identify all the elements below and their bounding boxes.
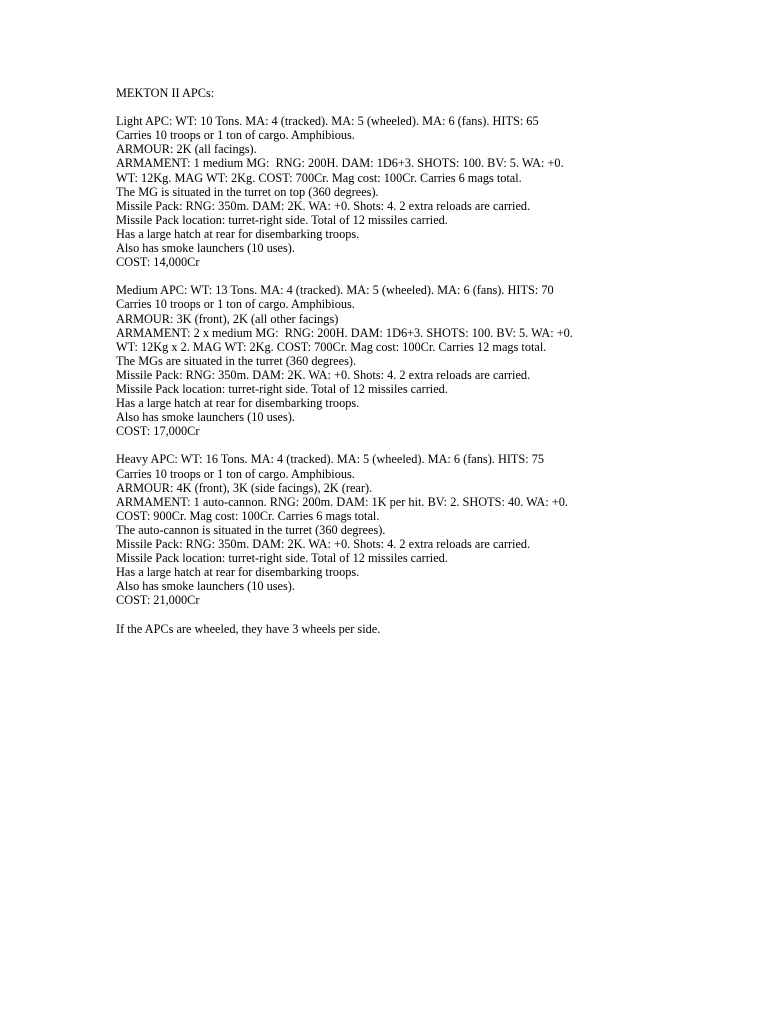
paragraph-gap [116,438,736,452]
heavy-apc-line-5: COST: 900Cr. Mag cost: 100Cr. Carries 6 mags total. [116,508,380,523]
light-apc-line-2: Carries 10 troops or 1 ton of cargo. Amphibious. [116,128,355,143]
medium-apc-line-1: Medium APC: WT: 13 Tons. MA: 4 (tracked). MA: 5 (wheeled). MA: 6 (fans). HITS: 70 [116,283,554,298]
heavy-apc-line-4: ARMAMENT: 1 auto-cannon. RNG: 200m. DAM: 1K per hit. BV: 2. SHOTS: 40. WA: +0. [116,494,568,509]
light-apc-line-4: ARMAMENT: 1 medium MG: RNG: 200H. DAM: 1D6+3. SHOTS: 100. BV: 5. WA: +0. [116,156,564,171]
light-apc-line-9: Has a large hatch at rear for disembarking troops. [116,226,360,241]
light-apc-line-5: WT: 12Kg. MAG WT: 2Kg. COST: 700Cr. Mag cost: 100Cr. Carries 6 mags total. [116,170,522,185]
light-apc-line-1: Light APC: WT: 10 Tons. MA: 4 (tracked). MA: 5 (wheeled). MA: 6 (fans). HITS: 65 [116,114,539,129]
light-apc-section [116,114,736,269]
heavy-apc-line-10: Also has smoke launchers (10 uses). [116,579,295,594]
document-title: MEKTON II APCs: [116,86,215,100]
heavy-apc-line-7: Missile Pack: RNG: 350m. DAM: 2K. WA: +0. Shots: 4. 2 extra reloads are carried. [116,537,531,551]
medium-apc-line-8: Missile Pack location: turret-right side. Total of 12 missiles carried. [116,381,448,396]
light-apc-line-11: COST: 14,000Cr [116,255,200,270]
medium-apc-line-4: ARMAMENT: 2 x medium MG: RNG: 200H. DAM: 1D6+3. SHOTS: 100. BV: 5. WA: +0. [116,325,573,340]
document-body [116,86,736,636]
medium-apc-line-5: WT: 12Kg x 2. MAG WT: 2Kg. COST: 700Cr. Mag cost: 100Cr. Carries 12 mags total. [116,339,547,354]
medium-apc-line-11: COST: 17,000Cr [116,424,200,439]
light-apc-line-3: ARMOUR: 2K (all facings). [116,142,257,157]
heavy-apc-section [116,452,736,607]
medium-apc-section [116,283,736,438]
heavy-apc-line-3: ARMOUR: 4K (front), 3K (side facings), 2K (rear). [116,480,373,495]
medium-apc-line-10: Also has smoke launchers (10 uses). [116,410,295,425]
paragraph-gap [116,269,736,283]
medium-apc-line-6: The MGs are situated in the turret (360 degrees). [116,353,357,368]
medium-apc-line-2: Carries 10 troops or 1 ton of cargo. Amphibious. [116,297,355,312]
heavy-apc-line-2: Carries 10 troops or 1 ton of cargo. Amphibious. [116,466,355,481]
paragraph-gap [116,607,736,621]
heavy-apc-line-8: Missile Pack location: turret-right side. Total of 12 missiles carried. [116,551,448,566]
footer-note: If the APCs are wheeled, they have 3 wheels per side. [116,621,381,636]
heavy-apc-line-9: Has a large hatch at rear for disembarking troops. [116,565,360,580]
medium-apc-line-9: Has a large hatch at rear for disembarking troops. [116,396,360,411]
heavy-apc-line-1: Heavy APC: WT: 16 Tons. MA: 4 (tracked). MA: 5 (wheeled). MA: 6 (fans). HITS: 75 [116,452,545,467]
heavy-apc-line-6: The auto-cannon is situated in the turret (360 degrees). [116,522,386,537]
light-apc-line-8: Missile Pack location: turret-right side. Total of 12 missiles carried. [116,212,448,227]
light-apc-line-10: Also has smoke launchers (10 uses). [116,241,295,256]
paragraph-gap [116,100,736,114]
medium-apc-line-7: Missile Pack: RNG: 350m. DAM: 2K. WA: +0. Shots: 4. 2 extra reloads are carried. [116,367,531,382]
medium-apc-line-3: ARMOUR: 3K (front), 2K (all other facings) [116,311,339,326]
heavy-apc-line-11: COST: 21,000Cr [116,593,200,608]
light-apc-line-7: Missile Pack: RNG: 350m. DAM: 2K. WA: +0. Shots: 4. 2 extra reloads are carried. [116,198,531,213]
light-apc-line-6: The MG is situated in the turret on top (360 degrees). [116,184,379,199]
